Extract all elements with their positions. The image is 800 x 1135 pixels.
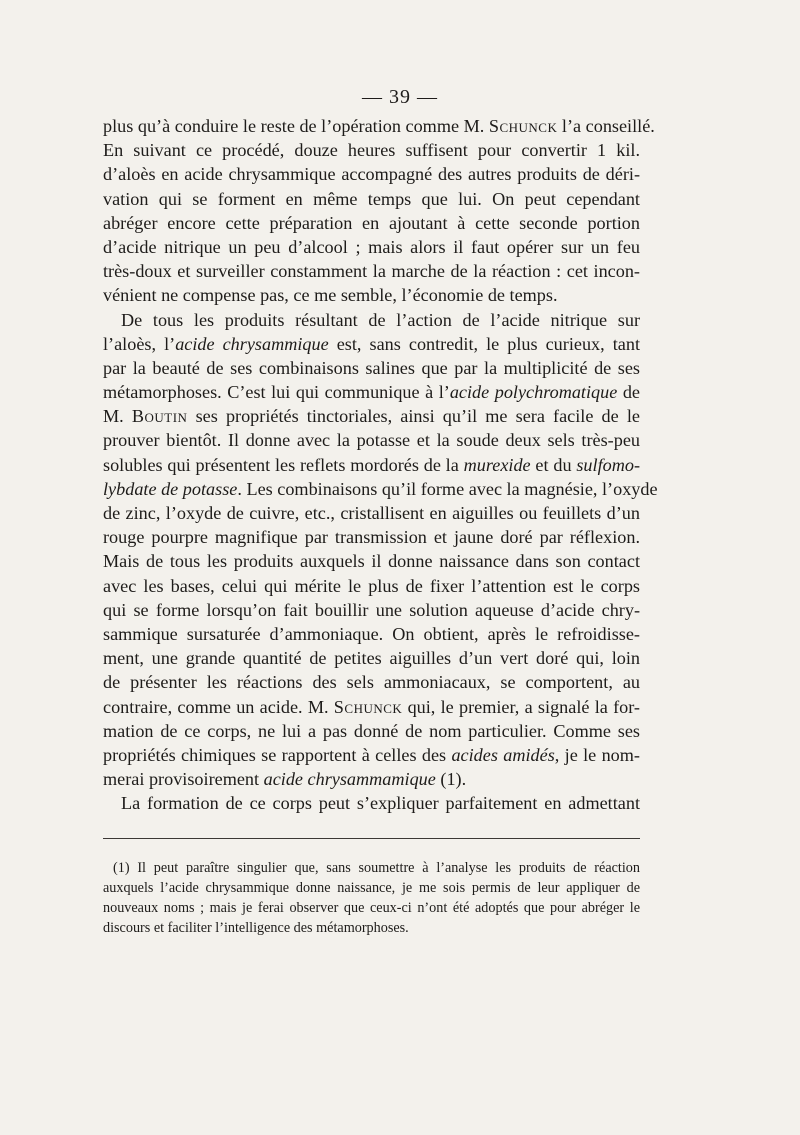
- footnote-line: nouveaux noms ; mais je ferai observer que ceux-ci n’ont été adoptés que pour abréger le: [103, 900, 640, 916]
- text-line: M. Boutin ses propriétés tinctoriales, ainsi qu’il me sera facile de le: [103, 406, 640, 427]
- text-line: merai provisoirement acide chrysammamique (1).: [103, 769, 467, 790]
- text-line: prouver bientôt. Il donne avec la potasse et la soude deux sels très-peu: [103, 430, 640, 451]
- text-line: plus qu’à conduire le reste de l’opération comme M. Schunck l’a conseillé.: [103, 116, 655, 136]
- text-line: d’aloès en acide chrysammique accompagné des autres produits de déri-: [103, 164, 640, 185]
- text-line: lybdate de potasse. Les combinaisons qu’il forme avec la magnésie, l’oxyde: [103, 478, 658, 499]
- text-line: ment, une grande quantité de petites aiguilles d’un vert doré qui, loin: [103, 648, 640, 669]
- text-line: avec les bases, celui qui mérite le plus de fixer l’attention est le corps: [103, 575, 640, 596]
- text-line: rouge pourpre magnifique par transmission et jaune doré par réflexion.: [103, 527, 640, 548]
- text-line: très-doux et surveiller constamment la marche de la réaction : cet incon-: [103, 261, 640, 282]
- text-line: l’aloès, l’acide chrysammique est, sans contredit, le plus curieux, tant: [103, 333, 641, 354]
- body-text: [103, 114, 658, 815]
- text-line: mation de ce corps, ne lui a pas donné de nom particulier. Comme ses: [103, 720, 640, 741]
- text-line: vation qui se forment en même temps que lui. On peut cependant: [103, 188, 640, 209]
- text-line: De tous les produits résultant de l’action de l’acide nitrique sur: [121, 309, 640, 330]
- text-line: par la beauté de ses combinaisons salines que par la multiplicité de ses: [103, 357, 640, 378]
- text-line: Mais de tous les produits auxquels il donne naissance dans son contact: [103, 551, 640, 572]
- text-line: métamorphoses. C’est lui qui communique à l’acide polychromatique de: [103, 382, 640, 403]
- text-line: de présenter les réactions des sels ammoniacaux, se comportent, au: [103, 672, 640, 693]
- footnote-line: (1) Il peut paraître singulier que, sans soumettre à l’analyse les produits de réaction: [113, 860, 640, 876]
- footnote: [103, 858, 640, 938]
- text-line: solubles qui présentent les reflets mordorés de la murexide et du sulfomo-: [103, 454, 640, 475]
- footnote-line: auxquels l’acide chrysammique donne naissance, je me sois permis de leur appliquer de: [103, 880, 640, 896]
- text-line: vénient ne compense pas, ce me semble, l’économie de temps.: [103, 285, 558, 306]
- text-line: de zinc, l’oxyde de cuivre, etc., cristallisent en aiguilles ou feuillets d’un: [103, 503, 640, 523]
- text-line: La formation de ce corps peut s’expliquer parfaitement en admettant: [121, 793, 640, 814]
- text-line: qui se forme lorsqu’on fait bouillir une solution aqueuse d’acide chry-: [103, 599, 640, 620]
- footnote-divider: [103, 838, 640, 839]
- text-line: propriétés chimiques se rapportent à celles des acides amidés, je le nom-: [103, 744, 640, 765]
- text-line: En suivant ce procédé, douze heures suffisent pour convertir 1 kil.: [103, 140, 640, 161]
- page-number: — 39 —: [362, 86, 438, 108]
- text-line: abréger encore cette préparation en ajoutant à cette seconde portion: [103, 212, 640, 233]
- text-line: contraire, comme un acide. M. Schunck qui, le premier, a signalé la for-: [103, 696, 640, 717]
- text-line: sammique sursaturée d’ammoniaque. On obtient, après le refroidisse-: [103, 623, 640, 644]
- footnote-line: discours et faciliter l’intelligence des métamorphoses.: [103, 920, 409, 936]
- text-line: d’acide nitrique un peu d’alcool ; mais alors il faut opérer sur un feu: [103, 236, 640, 257]
